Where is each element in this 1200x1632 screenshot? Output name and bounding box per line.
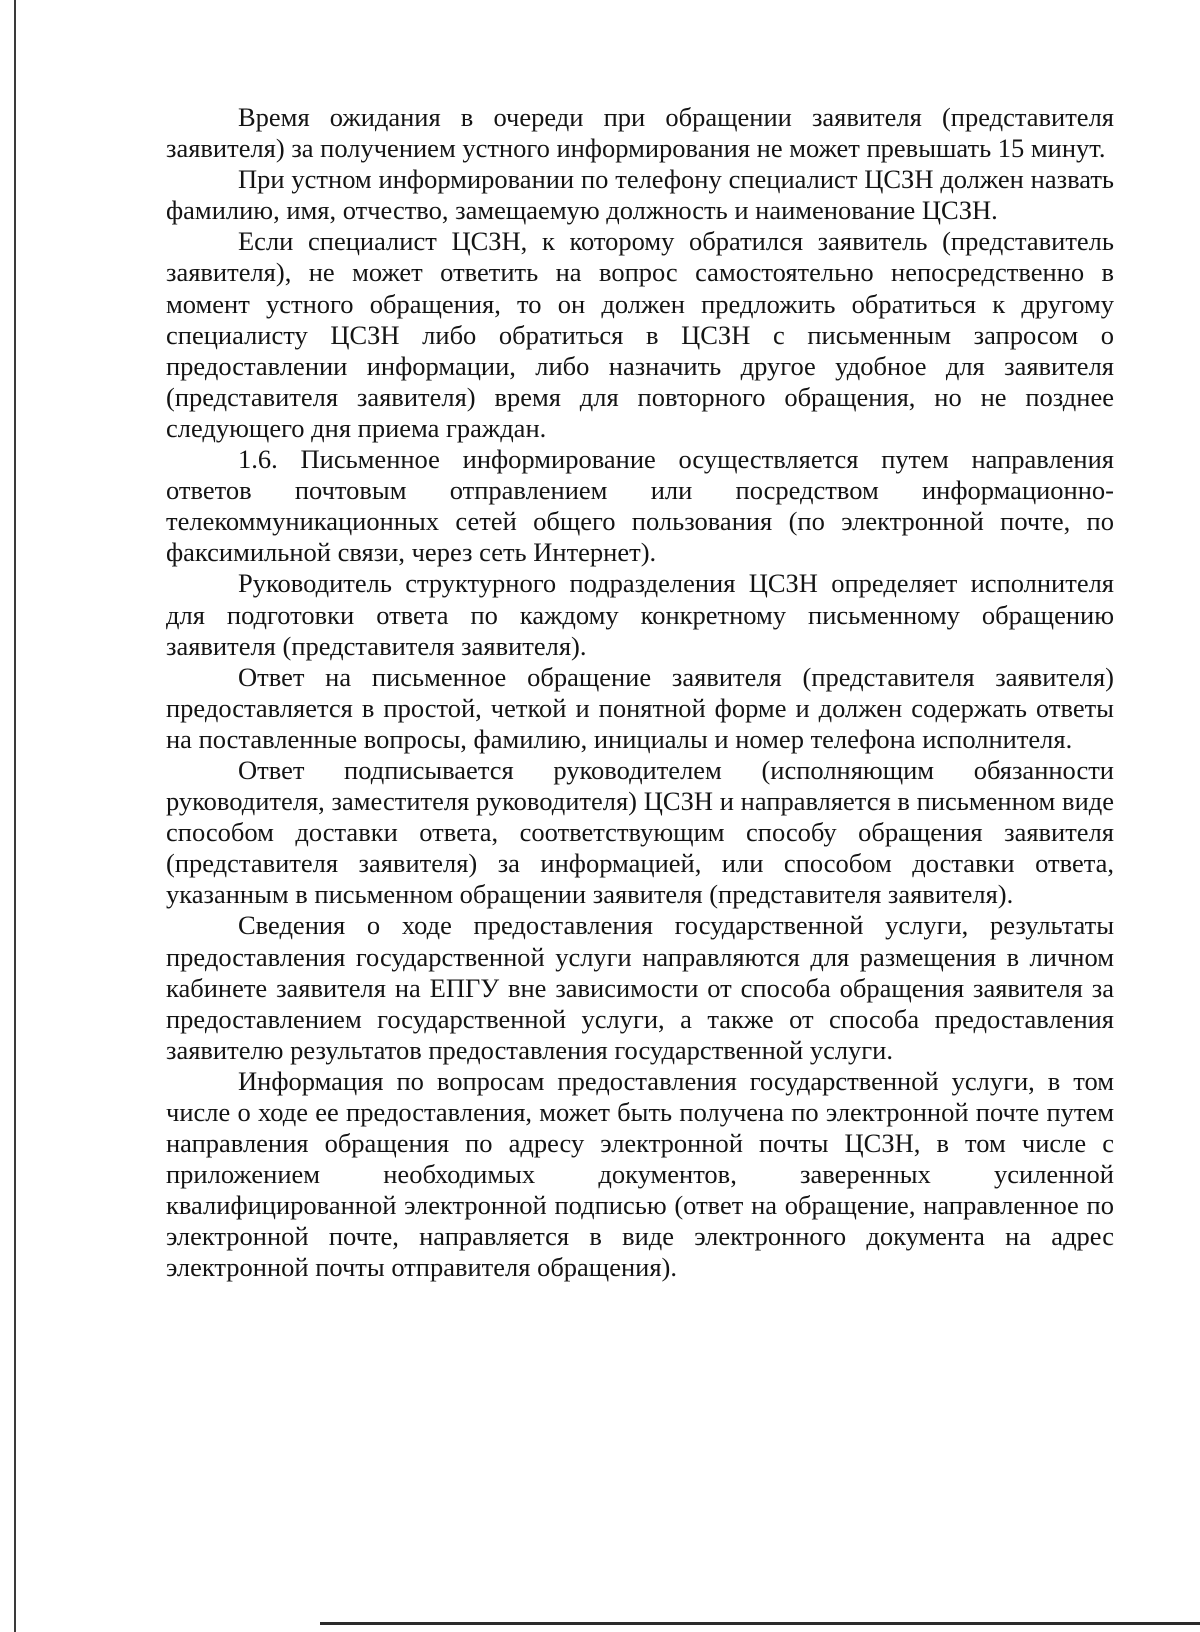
- paragraph-specialist-unable: Если специалист ЦСЗН, к которому обратился заявитель (представитель заявителя), не может ответить на вопрос самостоятельно непосредственно в момент устного обращения, то он должен предложить обратиться к другому специалисту ЦСЗН либо обратиться в ЦСЗН с письменным запросом о предоставлении информации, либо назначить другое удобное для заявителя (представителя заявителя) время для повторного обращения, но не позднее следующего дня приема граждан.: [166, 226, 1114, 443]
- paragraph-email-information: Информация по вопросам предоставления государственной услуги, в том числе о ходе ее предоставления, может быть получена по электронной почте путем направления обращения по адресу электронной почты ЦСЗН, в том числе с приложением необходимых документов, заверенных усиленной квалифицированной электронной подписью (ответ на обращение, направленное по электронной почте, направляется в виде электронного документа на адрес электронной почты отправителя обращения).: [166, 1065, 1114, 1283]
- paragraph-service-progress: Сведения о ходе предоставления государственной услуги, результаты предоставления государственной услуги направляются для размещения в личном кабинете заявителя на ЕПГУ вне зависимости от способа обращения заявителя за предоставлением государственной услуги, а также от способа предоставления заявителю результатов предоставления государственной услуги.: [166, 910, 1114, 1065]
- scan-edge-bottom: [320, 1622, 1200, 1625]
- paragraph-written-informing: 1.6. Письменное информирование осуществляется путем направления ответов почтовым отправлением или посредством информационно-телекоммуникационных сетей общего пользования (по электронной почте, по факсимильной связи, через сеть Интернет).: [166, 444, 1114, 568]
- paragraph-waiting-time: Время ожидания в очереди при обращении заявителя (представителя заявителя) за получением устного информирования не может превышать 15 минут.: [166, 102, 1114, 164]
- paragraph-written-answer: Ответ на письменное обращение заявителя (представителя заявителя) предоставляется в простой, четкой и понятной форме и должен содержать ответы на поставленные вопросы, фамилию, инициалы и номер телефона исполнителя.: [166, 661, 1114, 754]
- scan-edge-left: [14, 0, 16, 1632]
- paragraph-answer-signing: Ответ подписывается руководителем (исполняющим обязанности руководителя, заместителя руководителя) ЦСЗН и направляется в письменном виде способом доставки ответа, соответствующим способу обращения заявителя (представителя заявителя) за информацией, или способом доставки ответа, указанным в письменном обращении заявителя (представителя заявителя).: [166, 754, 1114, 910]
- document-body: [166, 102, 1114, 1284]
- paragraph-head-of-unit: Руководитель структурного подразделения ЦСЗН определяет исполнителя для подготовки ответа по каждому конкретному письменному обращению заявителя (представителя заявителя).: [166, 568, 1114, 661]
- paragraph-phone-informing: При устном информировании по телефону специалист ЦСЗН должен назвать фамилию, имя, отчество, замещаемую должность и наименование ЦСЗН.: [166, 164, 1114, 226]
